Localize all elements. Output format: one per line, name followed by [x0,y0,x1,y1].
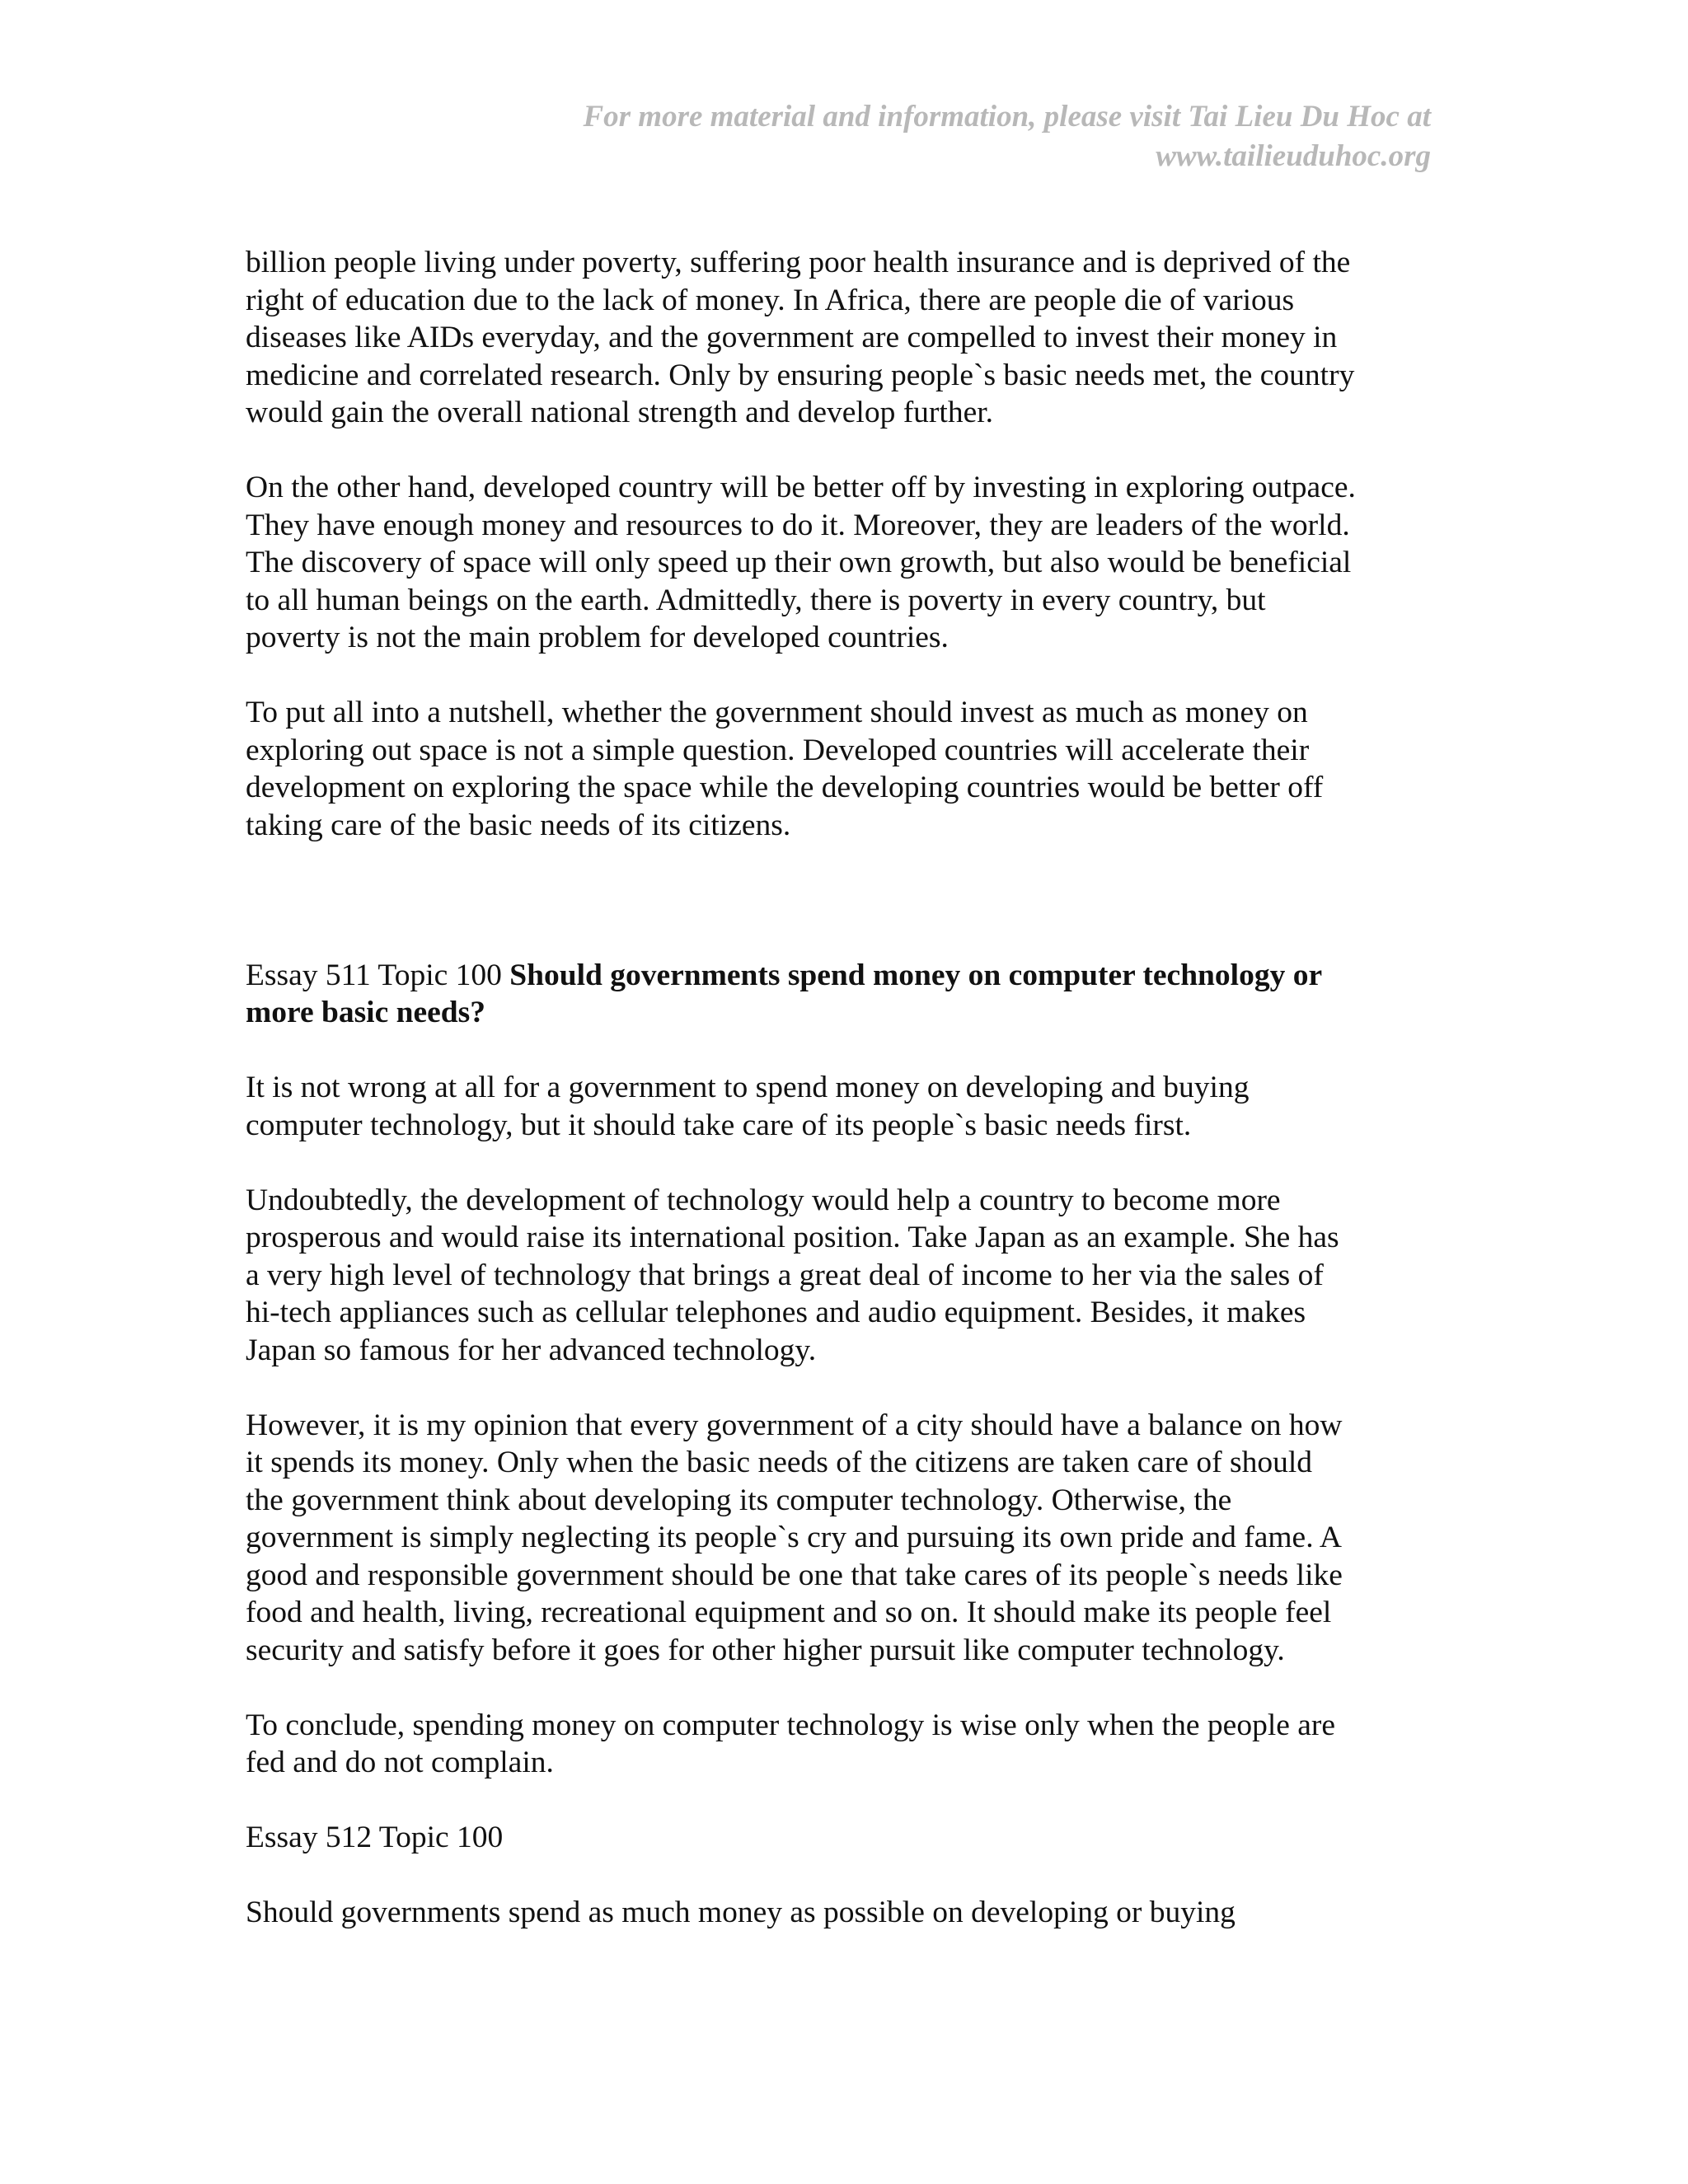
text-line: security and satisfy before it goes for other higher pursuit like computer technology. [246,1633,1285,1667]
paragraph-conclusion-511 [246,1707,1449,1782]
text-line: They have enough money and resources to do it. Moreover, they are leaders of the world. [246,508,1350,542]
text-line: computer technology, but it should take care of its people`s basic needs first. [246,1108,1192,1142]
text-line: The discovery of space will only speed up their own growth, but also would be beneficial [246,546,1352,579]
essay-511-heading-line-1 [246,957,1449,995]
text-line: to all human beings on the earth. Admittedly, there is poverty in every country, but [246,583,1266,617]
text-line: poverty is not the main problem for developed countries. [246,621,949,654]
header-line-1: For more material and information, please visit Tai Lieu Du Hoc at [583,100,1431,134]
text-line: fed and do not complain. [246,1746,554,1779]
text-line: exploring out space is not a simple question. Developed countries will accelerate their [246,733,1310,767]
text-line: billion people living under poverty, suffering poor health insurance and is deprived of the [246,246,1351,279]
text-line: government is simply neglecting its people`s cry and pursuing its own pride and fame. A [246,1521,1342,1554]
essay-512-question [246,1894,1449,1932]
paragraph-conclusion-510 [246,694,1449,844]
text-line: Should governments spend as much money as possible on developing or buying [246,1896,1236,1929]
section-spacer [246,882,1449,957]
text-line: food and health, living, recreational equipment and so on. It should make its people feel [246,1596,1332,1629]
text-line: prosperous and would raise its international position. Take Japan as an example. She has [246,1221,1339,1254]
paragraph-intro-511 [246,1069,1449,1144]
text-line: hi-tech appliances such as cellular telephones and audio equipment. Besides, it makes [246,1296,1306,1329]
essay-512-label: Essay 512 Topic 100 [246,1821,504,1854]
document-body [246,244,1449,1969]
paragraph-opinion [246,1407,1449,1670]
essay-511-title: Should governments spend money on computer technology or [509,958,1323,992]
text-line: it spends its money. Only when the basic needs of the citizens are taken care of should [246,1446,1313,1479]
text-line: Japan so famous for her advanced technology. [246,1333,817,1367]
essay-511-label: Essay 511 Topic 100 [246,958,510,992]
essay-511-heading [246,957,1449,1032]
essay-511-title-line-2: more basic needs? [246,996,485,1029]
text-line: good and responsible government should be one that take cares of its people`s needs like [246,1558,1343,1592]
header-line-2: www.tailieuduhoc.org [1156,139,1431,173]
text-line: right of education due to the lack of money. In Africa, there are people die of various [246,283,1295,317]
text-line: Undoubtedly, the development of technology would help a country to become more [246,1183,1281,1217]
text-line: would gain the overall national strength and develop further. [246,396,994,429]
text-line: development on exploring the space while the developing countries would be better off [246,771,1324,804]
text-line: medicine and correlated research. Only by ensuring people`s basic needs met, the country [246,358,1355,392]
text-line: However, it is my opinion that every government of a city should have a balance on how [246,1408,1343,1442]
text-line: It is not wrong at all for a government to spend money on developing and buying [246,1071,1250,1104]
text-line: a very high level of technology that brings a great deal of income to her via the sales of [246,1258,1324,1292]
paragraph-developed-countries [246,469,1449,657]
paragraph-japan-example [246,1182,1449,1370]
essay-512-heading [246,1819,1449,1857]
text-line: To put all into a nutshell, whether the government should invest as much as money on [246,696,1308,729]
page-header [442,97,1431,176]
text-line: the government think about developing its computer technology. Otherwise, the [246,1483,1232,1517]
text-line: taking care of the basic needs of its citizens. [246,808,791,842]
text-line: To conclude, spending money on computer technology is wise only when the people are [246,1708,1336,1742]
paragraph-poverty [246,244,1449,432]
text-line: On the other hand, developed country will be better off by investing in exploring outpace. [246,471,1356,504]
text-line: diseases like AIDs everyday, and the government are compelled to invest their money in [246,321,1338,354]
